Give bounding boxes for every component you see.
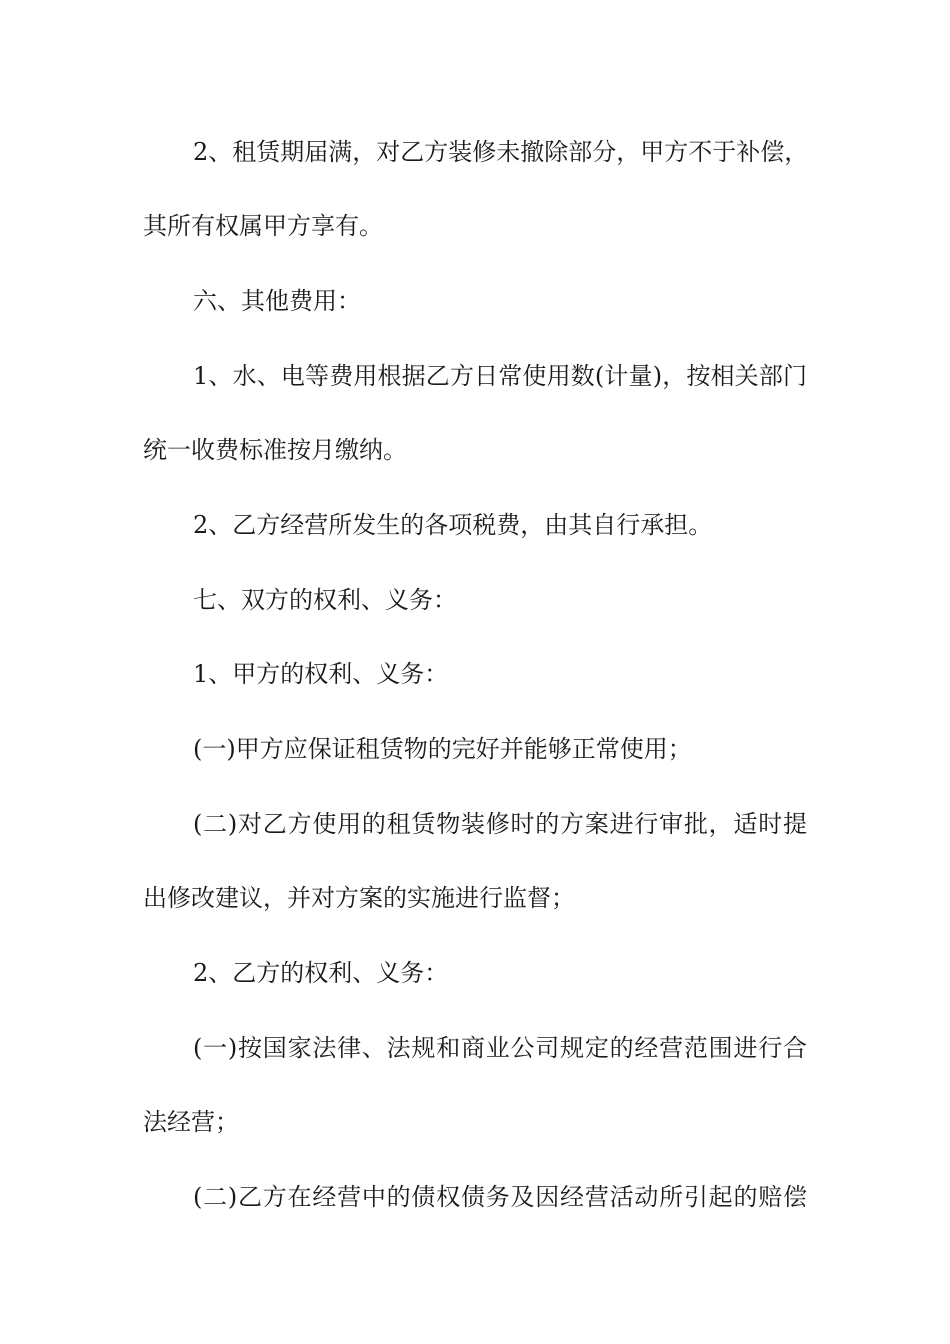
- subsection-heading: 1、甲方的权利、义务：: [193, 660, 449, 688]
- subsection-heading: 2、乙方的权利、义务：: [193, 959, 449, 987]
- paragraph-line: (二)乙方在经营中的债权债务及因经营活动所引起的赔偿: [193, 1183, 807, 1211]
- paragraph-line: 其所有权属甲方享有。: [143, 212, 383, 240]
- paragraph-line: 2、租赁期届满，对乙方装修未撤除部分，甲方不于补偿，: [193, 138, 809, 166]
- paragraph-line: 2、乙方经营所发生的各项税费，由其自行承担。: [193, 511, 713, 539]
- paragraph-line: 统一收费标准按月缴纳。: [143, 436, 407, 464]
- paragraph-line: (一)甲方应保证租赁物的完好并能够正常使用；: [193, 735, 692, 763]
- paragraph-line: 法经营；: [143, 1108, 239, 1136]
- paragraph-line: 1、水、电等费用根据乙方日常使用数(计量)，按相关部门: [193, 362, 807, 390]
- section-heading: 六、其他费用：: [193, 287, 361, 315]
- paragraph-line: (二)对乙方使用的租赁物装修时的方案进行审批，适时提: [193, 810, 807, 838]
- paragraph-line: (一)按国家法律、法规和商业公司规定的经营范围进行合: [193, 1034, 807, 1062]
- paragraph-line: 出修改建议，并对方案的实施进行监督；: [143, 884, 575, 912]
- section-heading: 七、双方的权利、义务：: [193, 586, 457, 614]
